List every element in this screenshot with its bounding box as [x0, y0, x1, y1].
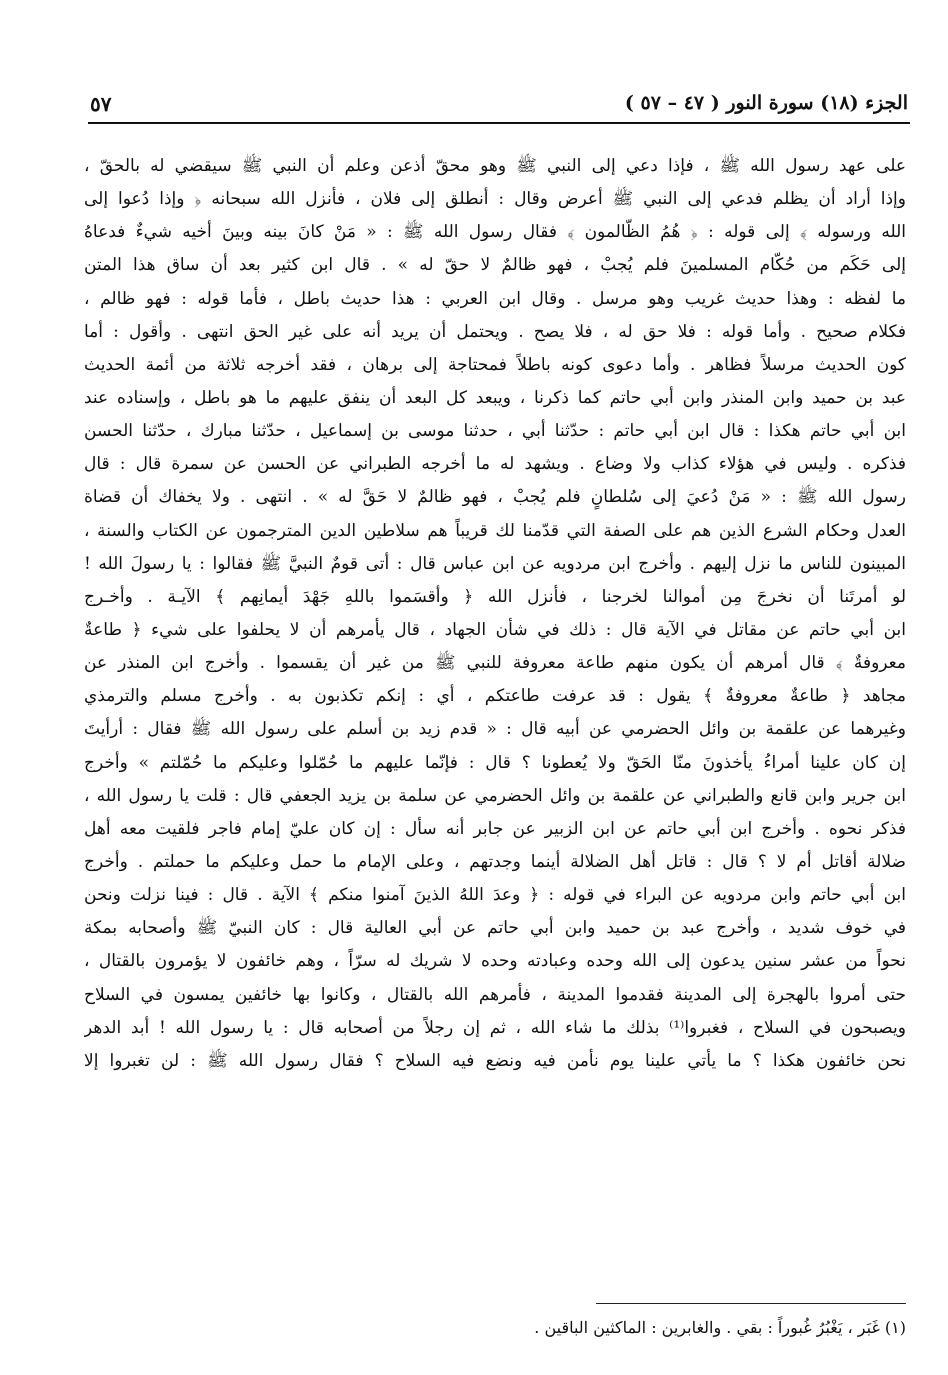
text-line-4: إلى حَكَم من حُكّام المسلمينَ فلم يُجبْ ، فهو ظالمٌ لا حقّ له » . قال ابن كثير بعد أن ساق هذا المتن — [84, 255, 906, 276]
text-line-15: ابن أبي حاتم عن مقاتل في الآية قال : ذلك في شأن الجهاد ، قال يأمرهم أن لا يحلفوا على شيء ﴿ طاعةٌ — [84, 619, 906, 640]
text-line-26: حتى أمروا بالهجرة إلى المدينة فقدموا المدينة ، فأمرهم الله بالقتال ، وكانوا بها خائفين يمسون في السلاح — [84, 984, 906, 1005]
page-number: ٥٧ — [90, 92, 112, 116]
text-line-6: فكلام صحيح . وأما قوله : فلا حق له ، فلا يصح . ويحتمل أن يريد أنه على غير الحق انتهى . وأقول : أما — [84, 321, 906, 342]
footnote-rule — [596, 1303, 906, 1304]
text-line-7: كون الحديث مرسلاً فظاهر . وأما دعوى كونه باطلاً فمحتاجة إلى برهان ، فقد أخرجه ثلاثة من أئمة الحديث — [84, 354, 906, 375]
text-line-12: العدل وحكام الشرع الذين هم على الصفة التي قدّمنا لك قريباً هم سلاطين الدين المترجمون عن الكتاب والسنة ، — [84, 520, 906, 541]
footnote: (١) غَبَر ، يَغْبُرُ غُبوراً : بقي . والغابرين : الماكثين الباقين . — [534, 1318, 906, 1337]
text-line-17: مجاهد ﴿ طاعةٌ معروفةٌ ﴾ يقول : قد عرفت طاعتكم ، أي : إنكم تكذبون به . وأخرج مسلم والترمذي — [84, 686, 906, 707]
text-line-9: ابن أبي حاتم هكذا : قال ابن أبي حاتم : حدّثنا أبي ، حدثنا موسى بن إسماعيل ، حدّثنا مبارك ، حدّثنا الحسن — [84, 421, 906, 442]
text-line-16: معروفةٌ ﴾ قال أمرهم أن يكون منهم طاعة معروفة للنبي ﷺ من غير أن يقسموا . وأخرج ابن المنذر عن — [84, 653, 906, 674]
text-line-13: المبينون للناس ما نزل إليهم . وأخرج ابن مردويه عن ابن عباس قال : أتى قومٌ النبيَّ ﷺ فقالوا : يا رسولَ الله ! — [84, 553, 906, 574]
text-line-19: إن كان علينا أمراءُ يأخذونَ منّا الحَقّ ولا يُعطونا ؟ قال : فإنّما عليهم ما حُمّلوا وعليكم ما حُمّلتم » وأخرج — [84, 752, 906, 773]
text-line-27: ويصبحون في السلاح ، فغبروا⁽¹⁾ بذلك ما شاء الله ، ثم إن رجلاً من أصحابه قال : يا رسول الله ! أبد الدهر — [84, 1017, 906, 1038]
text-line-11: رسول الله ﷺ : « مَنْ دُعيَ إلى سُلطانٍ فلم يُجبْ ، فهو ظالمٌ لا حَقَّ له » . انتهى . ولا يخفاك أن قضاة — [84, 487, 906, 508]
text-line-2: وإذا أراد أن يظلم فدعي إلى النبي ﷺ أعرض وقال : أنطلق إلى فلان ، فأنزل الله سبحانه ﴿ وإذا دُعوا إلى — [84, 189, 906, 210]
text-line-18: وغيرهما عن علقمة بن وائل الحضرمي عن أبيه قال : « قدم زيد بن أسلم على رسول الله ﷺ فقال : أرأيتَ — [84, 719, 906, 740]
text-line-1: على عهد رسول الله ﷺ ، فإذا دعي إلى النبي ﷺ وهو محقّ أذعن وعلم أن النبي ﷺ سيقضي له بالحقّ ، — [84, 156, 906, 176]
text-line-10: فذكره . وليس في هؤلاء كذاب ولا وضاع . ويشهد له ما أخرجه الطبراني عن الحسن عن سمرة قال : قال — [84, 454, 906, 475]
text-line-22: ضلالة أقاتل أم لا ؟ قال : قاتل أهل الضلالة أينما وجدتهم ، وعلى الإمام ما حمل وعليكم ما حملتم . وأخرج — [84, 851, 906, 872]
text-line-5: ما لفظه : وهذا حديث غريب وهو مرسل . وقال ابن العربي : هذا حديث باطل ، فأما قوله : فهو ظالم ، — [84, 288, 906, 309]
text-line-21: فذكر نحوه . وأخرج ابن أبي حاتم عن ابن الزبير عن جابر أنه سأل : إن كان عليّ إمام فاجر فلقيت معه أهل — [84, 818, 906, 839]
text-line-23: ابن أبي حاتم وابن مردويه عن البراء في قوله : ﴿ وعدَ اللهُ الذينَ آمنوا منكم ﴾ الآية . قال : فينا نزلت ونحن — [84, 885, 906, 906]
text-line-14: لو أمرتَنا أن نخرجَ مِن أموالنا لخرجنا ، فأنزل الله ﴿ وأقسَموا باللهِ جَهْدَ أيمانِهم ﴾ الآيـة . وأخـرج — [84, 586, 906, 607]
text-line-20: ابن جرير وابن قانع والطبراني عن علقمة بن وائل الحضرمي عن سلمة بن يزيد الجعفي قال : قلت يا رسول الله ، — [84, 785, 906, 806]
text-line-3: الله ورسوله ﴾ إلى قوله : ﴿ هُمُ الظّالمون ﴾ فقال رسول الله ﷺ : « مَنْ كانَ بينه وبينَ أخيه شيءٌ فدعاهُ — [84, 222, 906, 243]
text-line-8: عبد بن حميد وابن المنذر وابن أبي حاتم كما ذكرنا ، ويبعد كل البعد أن ينفق عليهم ما هو باطل ، وإسناده عند — [84, 387, 906, 408]
page-header — [90, 92, 908, 122]
header-rule — [88, 122, 910, 124]
text-line-24: في خوف شديد ، وأخرج عبد بن حميد وابن أبي حاتم عن أبي العالية قال : كان النبيّ ﷺ وأصحابه بمكة — [84, 918, 906, 939]
running-head: الجزء (١٨) سورة النور ( ٤٧ – ٥٧ ) — [624, 92, 908, 114]
body-text — [84, 150, 906, 1078]
text-line-28: نحن خائفون هكذا ؟ ما يأتي علينا يوم نأمن فيه ونضع فيه السلاح ؟ فقال رسول الله ﷺ : لن تغبروا إلا — [84, 1050, 906, 1071]
text-line-25: نحواً من عشر سنين يدعون إلى الله وحده وعبادته وحده لا شريك له سرّاً ، وهم خائفون لا يؤمرون بالقتال ، — [84, 951, 906, 972]
